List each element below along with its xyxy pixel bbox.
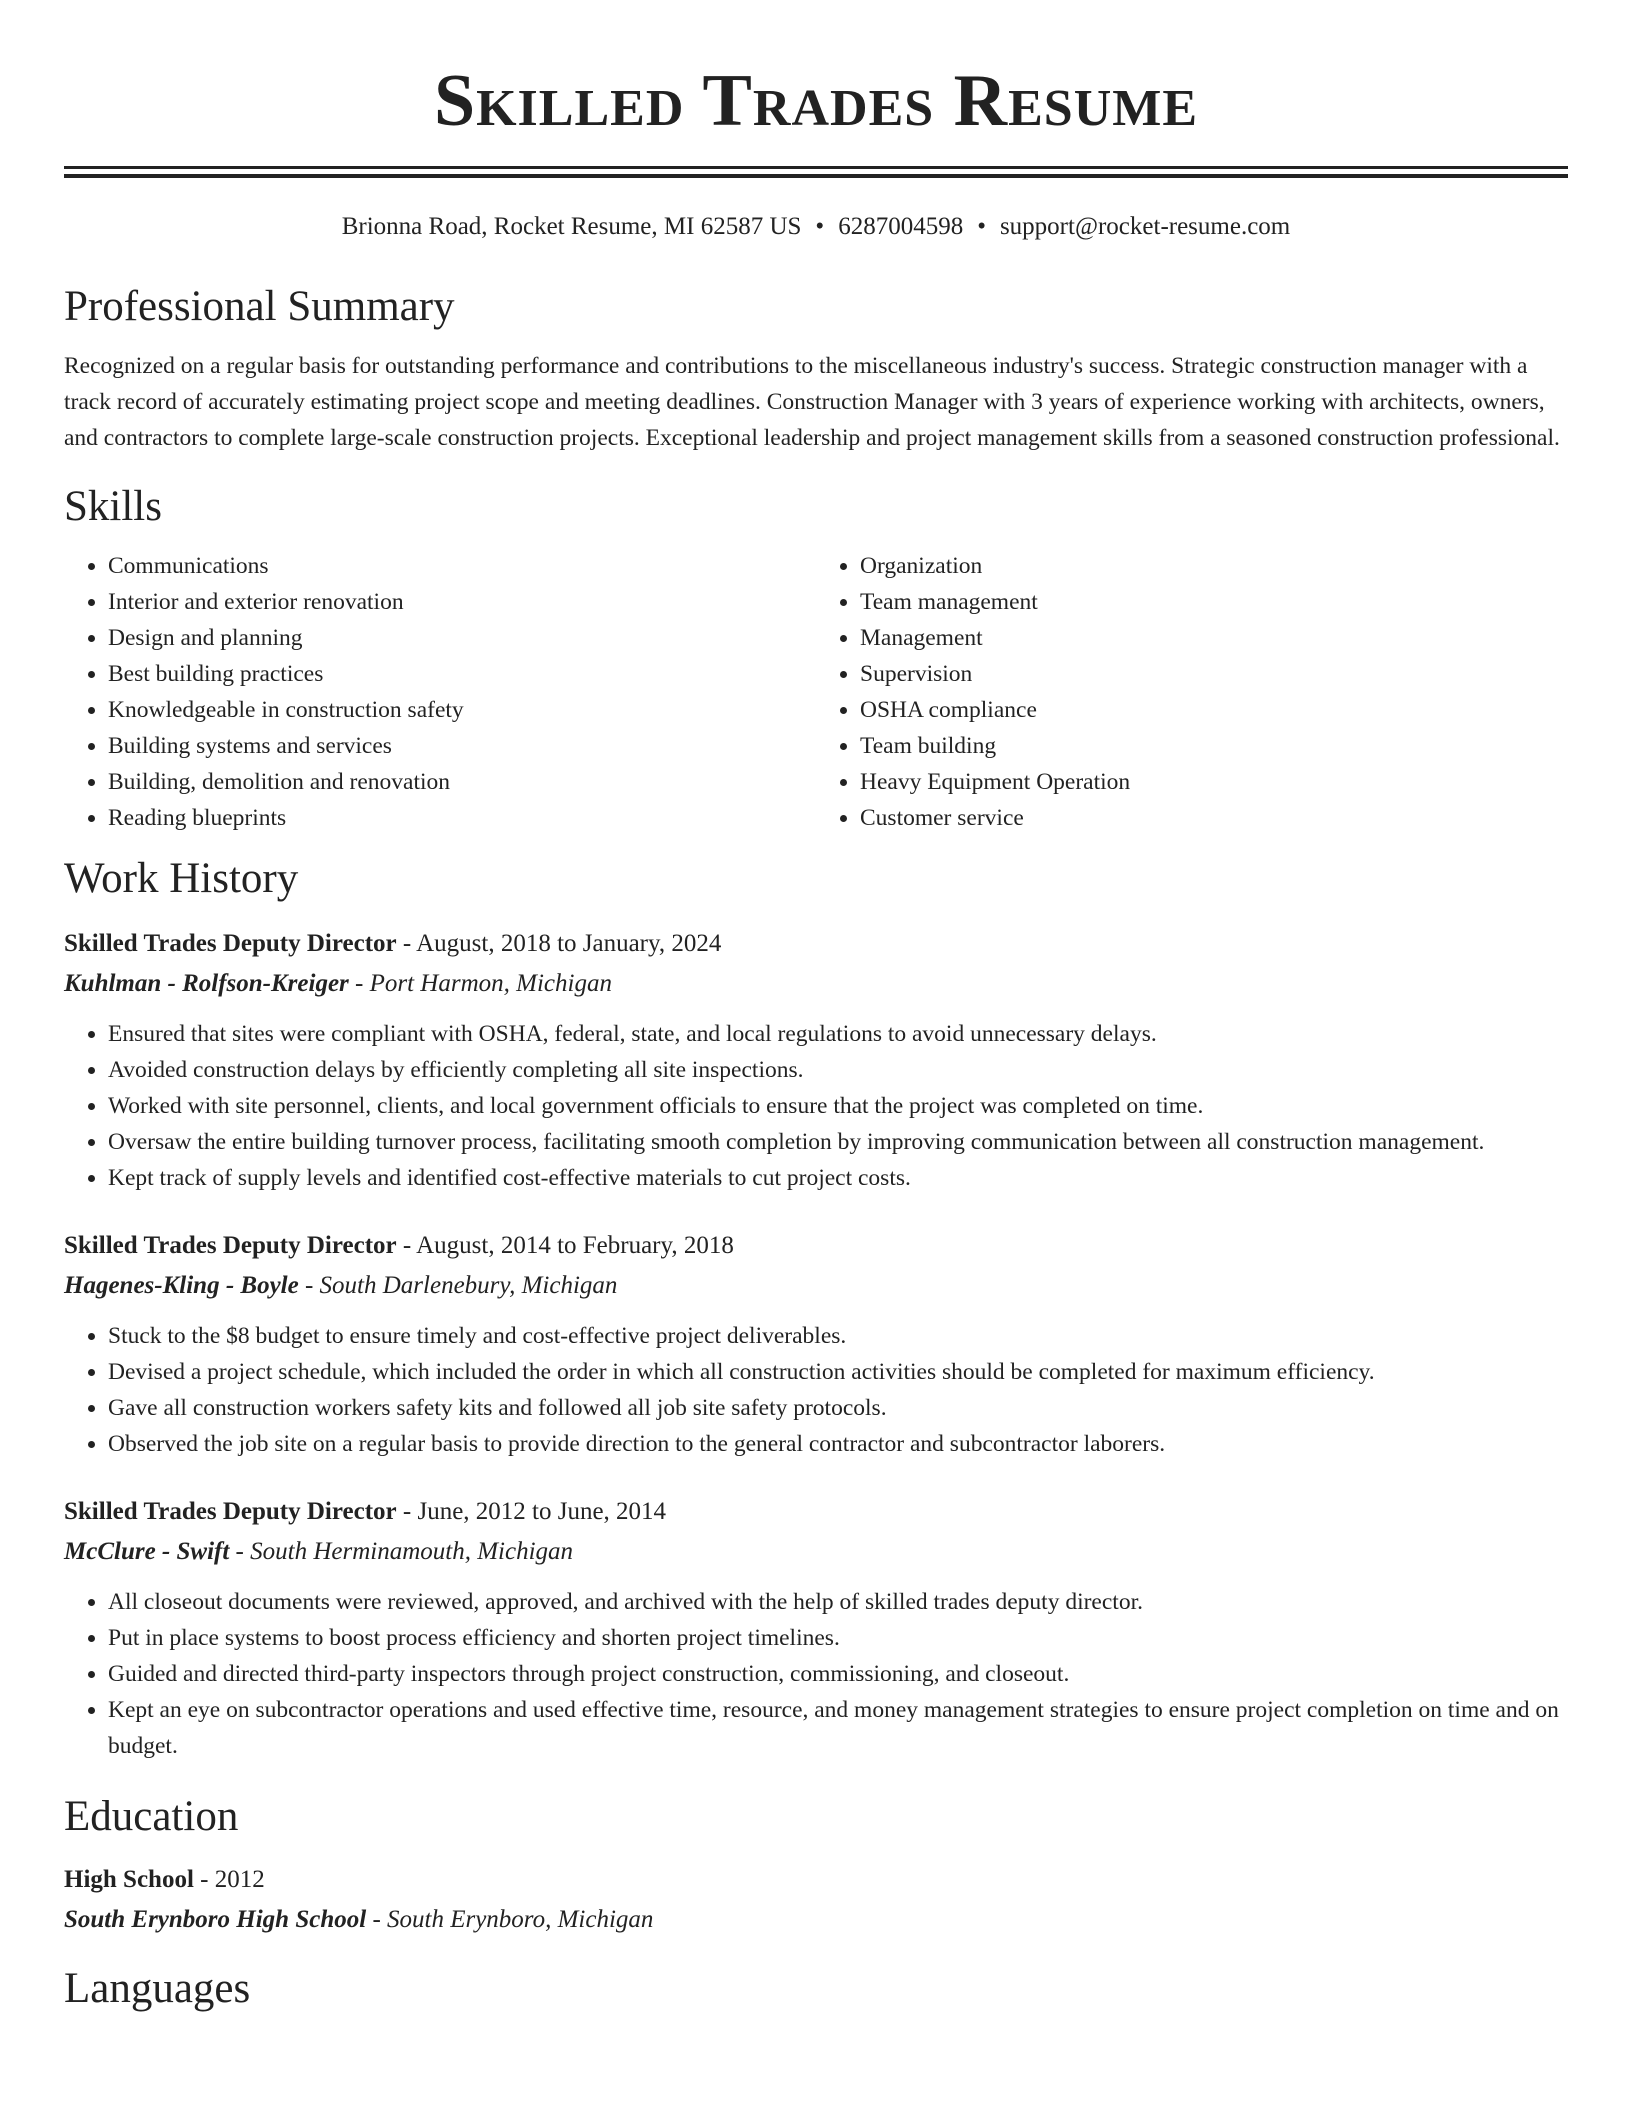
contact-address: Brionna Road, Rocket Resume, MI 62587 US: [341, 213, 802, 240]
contact-line: [64, 212, 1568, 242]
job-title: Skilled Trades Deputy Director: [64, 1232, 397, 1259]
job-bullet: • Kept an eye on subcontractor operations and used effective time, resource, and money management strategies to ensure project completion on time and on budget.: [108, 1692, 1568, 1764]
job-bullets: [64, 1016, 1568, 1196]
job-company: Hagenes-Kling - Boyle: [64, 1272, 299, 1299]
education-header: [64, 1862, 1568, 1898]
job-header: [64, 926, 1568, 962]
job-bullet: • Worked with site personnel, clients, and local government officials to ensure that the project was completed on time.: [108, 1088, 1568, 1124]
skill-item: • Management: [860, 620, 1568, 656]
skill-item: • Reading blueprints: [108, 800, 816, 836]
job-dates: - August, 2018 to January, 2024: [396, 930, 722, 957]
job-title: Skilled Trades Deputy Director: [64, 930, 397, 957]
skill-item: • Organization: [860, 548, 1568, 584]
skill-item: • Best building practices: [108, 656, 816, 692]
education-heading: Education: [64, 1793, 239, 1840]
job-bullet: • Gave all construction workers safety kits and followed all job site safety protocols.: [108, 1390, 1568, 1426]
skill-item: • Building systems and services: [108, 728, 816, 764]
education-location: - South Erynboro, Michigan: [366, 1906, 654, 1933]
job-employer: [64, 966, 1568, 1002]
job-bullet: • Guided and directed third-party inspectors through project construction, commissioning, and closeout.: [108, 1656, 1568, 1692]
skill-item: • Heavy Equipment Operation: [860, 764, 1568, 800]
contact-separator: •: [977, 213, 986, 240]
skills-heading: Skills: [64, 483, 162, 530]
job-entry: [64, 926, 1568, 1196]
job-bullet: • Stuck to the $8 budget to ensure timely and cost-effective project deliverables.: [108, 1318, 1568, 1354]
skill-item: • Supervision: [860, 656, 1568, 692]
job-bullets: [64, 1584, 1568, 1764]
skill-item: • Interior and exterior renovation: [108, 584, 816, 620]
job-header: [64, 1494, 1568, 1530]
education-degree: High School: [64, 1866, 194, 1893]
job-bullets: [64, 1318, 1568, 1462]
skill-item: • Communications: [108, 548, 816, 584]
job-bullet: • Observed the job site on a regular basis to provide direction to the general contractor and subcontractor laborers.: [108, 1426, 1568, 1462]
languages-heading: Languages: [64, 1965, 251, 2012]
job-employer: [64, 1534, 1568, 1570]
job-location: - South Herminamouth, Michigan: [229, 1538, 574, 1565]
job-title: Skilled Trades Deputy Director: [64, 1498, 397, 1525]
skill-item: • Customer service: [860, 800, 1568, 836]
job-bullet: • Kept track of supply levels and identified cost-effective materials to cut project costs.: [108, 1160, 1568, 1196]
job-entry: [64, 1228, 1568, 1462]
education-school: South Erynboro High School: [64, 1906, 367, 1933]
resume-title: Skilled Trades Resume: [433, 60, 1199, 142]
contact-separator: •: [815, 213, 825, 240]
job-bullet: • Devised a project schedule, which included the order in which all construction activities should be completed for maximum efficiency.: [108, 1354, 1568, 1390]
summary-heading: Professional Summary: [64, 283, 455, 330]
skill-item: • Building, demolition and renovation: [108, 764, 816, 800]
job-location: - South Darlenebury, Michigan: [298, 1272, 618, 1299]
job-bullet: • Put in place systems to boost process efficiency and shorten project timelines.: [108, 1620, 1568, 1656]
education-school-line: [64, 1902, 1568, 1938]
contact-email: support@rocket-resume.com: [999, 213, 1291, 240]
job-bullet: • Oversaw the entire building turnover process, facilitating smooth completion by improving communication between all construction management.: [108, 1124, 1568, 1160]
education-entry: [64, 1862, 1568, 1938]
job-location: - Port Harmon, Michigan: [348, 970, 612, 997]
contact-phone: 6287004598: [838, 213, 964, 240]
job-entry: [64, 1494, 1568, 1764]
work-history-heading: Work History: [64, 855, 299, 902]
skills-columns: [64, 548, 1568, 836]
skill-item: • Knowledgeable in construction safety: [108, 692, 816, 728]
job-bullet: • Avoided construction delays by efficiently completing all site inspections.: [108, 1052, 1568, 1088]
job-dates: - June, 2012 to June, 2014: [396, 1498, 667, 1525]
skill-item: • OSHA compliance: [860, 692, 1568, 728]
skill-item: • Team building: [860, 728, 1568, 764]
job-dates: - August, 2014 to February, 2018: [396, 1232, 734, 1259]
skills-list-left: [64, 548, 816, 836]
job-bullet: • All closeout documents were reviewed, approved, and archived with the help of skilled trades deputy director.: [108, 1584, 1568, 1620]
skill-item: • Team management: [860, 584, 1568, 620]
job-employer: [64, 1268, 1568, 1304]
job-header: [64, 1228, 1568, 1264]
title-divider: [64, 166, 1568, 178]
education-year: - 2012: [193, 1866, 265, 1893]
job-company: McClure - Swift: [64, 1538, 230, 1565]
job-bullet: • Ensured that sites were compliant with OSHA, federal, state, and local regulations to avoid unnecessary delays.: [108, 1016, 1568, 1052]
skill-item: • Design and planning: [108, 620, 816, 656]
job-company: Kuhlman - Rolfson-Kreiger: [64, 970, 349, 997]
summary-text: Recognized on a regular basis for outstanding performance and contributions to the miscellaneous industry's success. Strategic construction manager with a track record of accurately estimating project scope and meeting deadlines. Construction Manager with 3 years of experience working with architects, owners, and contractors to complete large-scale construction projects. Exceptional leadership and project management skills from a seasoned construction professional.: [64, 353, 1560, 451]
skills-list-right: [816, 548, 1568, 836]
